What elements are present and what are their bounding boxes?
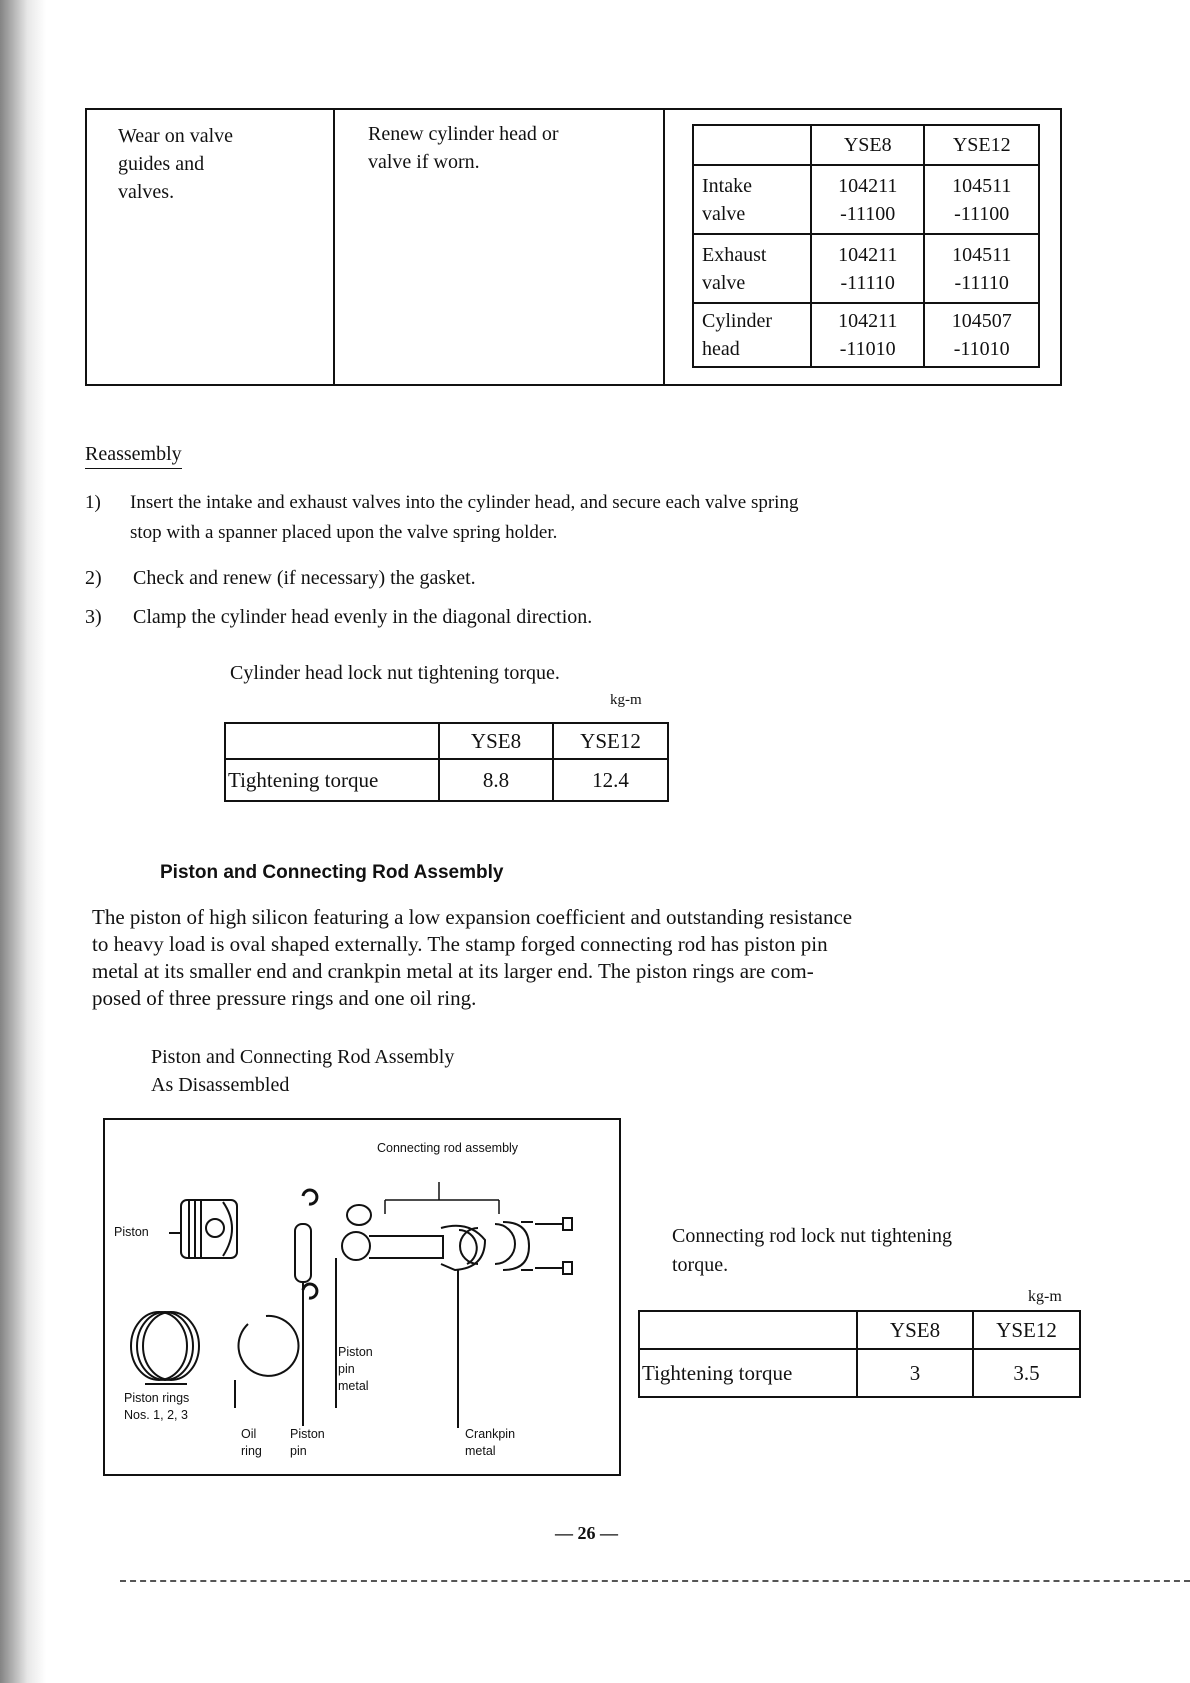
part-name: Exhaust [702, 243, 767, 266]
parts-row-intake [693, 165, 1039, 234]
reassembly-heading: Reassembly [85, 443, 182, 469]
label-line: Piston [290, 1427, 325, 1441]
parts-name-cell [693, 165, 811, 234]
cyl-torque-yse8: 8.8 [439, 759, 553, 801]
label-line: metal [338, 1379, 369, 1393]
remedy-line: Renew cylinder head or [368, 123, 559, 145]
label-line: Crankpin [465, 1427, 516, 1441]
parts-row-cylinder-head [693, 303, 1039, 367]
parts-yse12-cell [924, 165, 1039, 234]
label-piston-rings [124, 1390, 189, 1424]
part-number: -11100 [840, 202, 896, 225]
part-number: 104211 [838, 310, 898, 332]
reassembly-step-1 [85, 488, 798, 518]
reassembly-step-3 [85, 602, 592, 632]
rod-torque-row [639, 1349, 1080, 1397]
step-number: 3) [85, 606, 102, 628]
part-name: head [702, 338, 740, 360]
part-number: -11110 [840, 271, 895, 294]
step-text: Check and renew (if necessary) the gasket. [133, 567, 476, 589]
part-name: valve [702, 271, 746, 294]
paragraph-line: to heavy load is oval shaped externally. The stamp forged connecting rod has piston pin [92, 932, 828, 956]
step-text: Insert the intake and exhaust valves into the cylinder head, and secure each valve spring [130, 492, 799, 513]
piston-icon [169, 1200, 237, 1258]
condition-line: guides and [118, 153, 205, 175]
piston-rings-icon [131, 1312, 199, 1384]
rod-torque-title [672, 1222, 952, 1280]
parts-yse8-cell [811, 303, 924, 367]
rod-torque-yse8: 3 [857, 1349, 973, 1397]
rod-bolt-icon [535, 1218, 572, 1274]
parts-row-exhaust [693, 234, 1039, 303]
rod-torque-header-yse8: YSE8 [857, 1311, 973, 1349]
paragraph-line: posed of three pressure rings and one oil ring. [92, 986, 477, 1010]
paragraph-line: The piston of high silicon featuring a low expansion coefficient and outstanding resistance [92, 905, 853, 929]
label-line: pin [290, 1444, 307, 1458]
parts-yse8-cell [811, 165, 924, 234]
part-number: -11100 [954, 202, 1010, 225]
cyl-torque-header-yse12: YSE12 [553, 723, 668, 759]
label-crankpin-metal [465, 1426, 515, 1460]
rod-torque-unit: kg-m [1028, 1288, 1062, 1305]
condition-line: Wear on valve [118, 125, 233, 147]
part-number: -11110 [954, 271, 1009, 294]
condition-text [118, 122, 233, 206]
oil-ring-icon [235, 1316, 299, 1408]
rod-torque-header-blank [639, 1311, 857, 1349]
cyl-torque-header-row [225, 723, 668, 759]
label-conrod-assembly: Connecting rod assembly [377, 1141, 519, 1155]
part-name: Cylinder [702, 310, 772, 332]
step-number: 1) [85, 492, 101, 513]
page-number: — 26 — [555, 1523, 618, 1543]
parts-name-cell [693, 303, 811, 367]
parts-table [692, 124, 1040, 368]
reassembly-step-1-cont: stop with a spanner placed upon the valve spring holder. [130, 522, 558, 543]
caption-line: As Disassembled [151, 1074, 290, 1096]
title-line: Connecting rod lock nut tightening [672, 1225, 952, 1247]
label-line: Piston rings [124, 1391, 190, 1405]
label-line: Piston [338, 1345, 373, 1359]
part-number: -11010 [953, 338, 1010, 360]
parts-yse12-cell [924, 234, 1039, 303]
reassembly-step-2 [85, 563, 476, 593]
remedy-text [368, 120, 558, 176]
label-oil-ring [241, 1426, 262, 1460]
cyl-torque-header-yse8: YSE8 [439, 723, 553, 759]
piston-section-heading: Piston and Connecting Rod Assembly [160, 862, 504, 883]
cyl-torque-label: Tightening torque [225, 759, 439, 801]
parts-yse8-cell [811, 234, 924, 303]
cyl-torque-table [224, 722, 669, 802]
rod-torque-table [638, 1310, 1081, 1398]
parts-name-cell [693, 234, 811, 303]
cyl-torque-title: Cylinder head lock nut tightening torque. [230, 662, 560, 684]
part-number: 104211 [838, 174, 898, 197]
label-line: Nos. 1, 2, 3 [124, 1408, 188, 1422]
parts-yse12-cell [924, 303, 1039, 367]
scan-edge-shadow [0, 0, 46, 1683]
parts-header-blank [693, 125, 811, 165]
rod-torque-yse12: 3.5 [973, 1349, 1080, 1397]
remedy-line: valve if worn. [368, 151, 480, 173]
crankpin-metal-icon [458, 1224, 515, 1428]
paragraph-line: metal at its smaller end and crankpin metal at its larger end. The piston rings are com- [92, 959, 814, 983]
label-line: Oil [241, 1427, 257, 1441]
part-number: 104507 [951, 310, 1012, 332]
caption-line: Piston and Connecting Rod Assembly [151, 1046, 455, 1068]
figure-caption [151, 1043, 454, 1099]
part-number: 104211 [838, 243, 898, 266]
parts-header-yse8: YSE8 [811, 125, 924, 165]
label-line: metal [465, 1444, 496, 1458]
label-line: pin [338, 1362, 355, 1376]
part-number: -11010 [839, 338, 896, 360]
parts-header-row [693, 125, 1039, 165]
condition-line: valves. [118, 181, 175, 203]
cyl-torque-header-blank [225, 723, 439, 759]
label-piston-pin [290, 1426, 325, 1460]
rod-torque-header-row [639, 1311, 1080, 1349]
label-line: ring [241, 1444, 262, 1458]
part-name: Intake [702, 174, 752, 197]
assembly-bracket [385, 1182, 499, 1214]
part-name: valve [702, 202, 746, 225]
label-piston: Piston [114, 1225, 149, 1239]
piston-paragraph [92, 904, 1062, 1012]
cyl-torque-yse12: 12.4 [553, 759, 668, 801]
piston-pin-icon [295, 1224, 311, 1426]
step-text: Clamp the cylinder head evenly in the diagonal direction. [133, 606, 593, 628]
rod-torque-header-yse12: YSE12 [973, 1311, 1080, 1349]
rod-torque-label: Tightening torque [639, 1349, 857, 1397]
part-number: 104511 [952, 174, 1012, 197]
part-number: 104511 [952, 243, 1012, 266]
bottom-scan-line [120, 1580, 1190, 1582]
cyl-torque-row [225, 759, 668, 801]
cyl-torque-unit: kg-m [610, 692, 642, 708]
step-number: 2) [85, 567, 102, 589]
parts-header-yse12: YSE12 [924, 125, 1039, 165]
title-line: torque. [672, 1254, 729, 1276]
label-piston-pin-metal [338, 1344, 373, 1395]
